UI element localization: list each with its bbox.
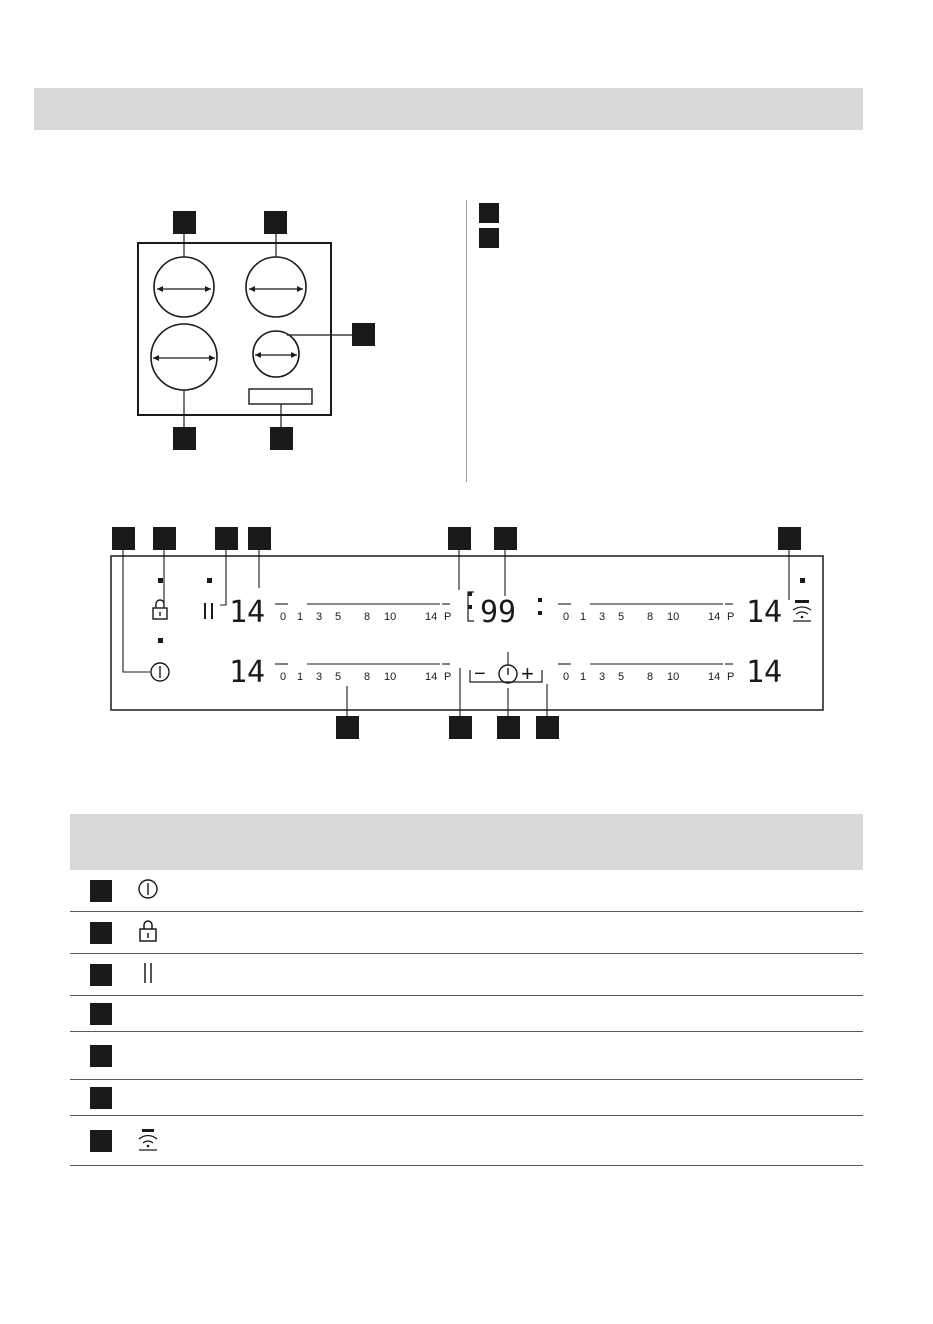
label-marker bbox=[153, 527, 176, 550]
label-marker bbox=[112, 527, 135, 550]
scale-label[interactable]: P bbox=[444, 671, 452, 683]
table-body bbox=[70, 870, 863, 1166]
table-row bbox=[70, 1032, 863, 1080]
indicator-light bbox=[158, 578, 163, 583]
hob-to-hood-icon bbox=[793, 600, 811, 621]
scale-label[interactable]: 8 bbox=[364, 671, 371, 683]
table-row bbox=[70, 996, 863, 1032]
label-marker bbox=[536, 716, 559, 739]
scale-label[interactable]: 1 bbox=[580, 611, 587, 623]
scale-label[interactable]: 14 bbox=[425, 671, 438, 683]
scale-label[interactable]: 1 bbox=[297, 671, 304, 683]
table-row bbox=[70, 870, 863, 912]
scale-label[interactable]: 14 bbox=[708, 671, 721, 683]
power-scale-bottom-left bbox=[275, 664, 451, 683]
row-number-marker bbox=[90, 964, 112, 986]
table-header bbox=[70, 814, 863, 870]
lock-icon bbox=[153, 600, 167, 619]
scale-label[interactable]: 3 bbox=[599, 611, 606, 623]
timer-display bbox=[468, 592, 542, 630]
label-marker bbox=[336, 716, 359, 739]
scale-label[interactable]: 8 bbox=[647, 611, 654, 623]
pause-icon bbox=[205, 603, 212, 619]
scale-label[interactable]: 3 bbox=[599, 671, 606, 683]
scale-label[interactable]: 10 bbox=[384, 611, 397, 623]
power-level-display-bottom-right: 14 bbox=[746, 655, 783, 690]
power-level-display-top-left: 14 bbox=[229, 595, 266, 630]
timer-value: 99 bbox=[480, 595, 517, 630]
label-marker bbox=[448, 527, 471, 550]
indicator-light bbox=[800, 578, 805, 583]
label-marker bbox=[248, 527, 271, 550]
hob-to-hood-icon bbox=[136, 1127, 160, 1151]
row-number-marker bbox=[90, 922, 112, 944]
scale-label[interactable]: 3 bbox=[316, 611, 323, 623]
power-level-display-top-right: 14 bbox=[746, 595, 783, 630]
scale-label[interactable]: 10 bbox=[384, 671, 397, 683]
table-row bbox=[70, 954, 863, 996]
scale-label[interactable]: P bbox=[727, 611, 735, 623]
scale-label[interactable]: 5 bbox=[335, 611, 342, 623]
table-row bbox=[70, 1116, 863, 1166]
scale-label[interactable]: 5 bbox=[335, 671, 342, 683]
scale-label[interactable]: P bbox=[727, 671, 735, 683]
scale-label[interactable]: 0 bbox=[280, 611, 287, 623]
table-row bbox=[70, 912, 863, 954]
scale-label[interactable]: 1 bbox=[580, 671, 587, 683]
row-number-marker bbox=[90, 880, 112, 902]
scale-label[interactable]: 14 bbox=[708, 611, 721, 623]
scale-label[interactable]: 1 bbox=[297, 611, 304, 623]
scale-label[interactable]: 10 bbox=[667, 671, 680, 683]
indicator-light bbox=[207, 578, 212, 583]
power-icon bbox=[136, 877, 160, 901]
scale-label[interactable]: 8 bbox=[364, 611, 371, 623]
power-scale-top-right bbox=[558, 604, 734, 623]
row-number-marker bbox=[90, 1045, 112, 1067]
row-number-marker bbox=[90, 1003, 112, 1025]
power-level-display-bottom-left: 14 bbox=[229, 655, 266, 690]
pause-icon bbox=[136, 961, 160, 985]
scale-label[interactable]: 10 bbox=[667, 611, 680, 623]
power-scale-top-left bbox=[275, 604, 451, 623]
power-scale-bottom-right bbox=[558, 664, 734, 683]
scale-label[interactable]: 8 bbox=[647, 671, 654, 683]
timer-control bbox=[470, 652, 542, 686]
scale-label[interactable]: P bbox=[444, 611, 452, 623]
minus-button[interactable]: − bbox=[474, 663, 486, 685]
indicator-light bbox=[158, 638, 163, 643]
label-marker bbox=[778, 527, 801, 550]
table-row bbox=[70, 1080, 863, 1116]
scale-label[interactable]: 5 bbox=[618, 611, 625, 623]
label-marker bbox=[449, 716, 472, 739]
row-number-marker bbox=[90, 1087, 112, 1109]
scale-label[interactable]: 3 bbox=[316, 671, 323, 683]
lock-icon bbox=[136, 919, 160, 943]
scale-label[interactable]: 0 bbox=[563, 671, 570, 683]
row-number-marker bbox=[90, 1130, 112, 1152]
label-marker bbox=[497, 716, 520, 739]
label-marker bbox=[494, 527, 517, 550]
timer-clock-icon bbox=[499, 652, 517, 683]
scale-label[interactable]: 0 bbox=[280, 671, 287, 683]
plus-button[interactable]: + bbox=[521, 661, 534, 686]
scale-label[interactable]: 5 bbox=[618, 671, 625, 683]
control-panel-frame bbox=[111, 556, 823, 710]
power-icon bbox=[151, 663, 169, 681]
functions-table bbox=[70, 814, 863, 1166]
scale-label[interactable]: 14 bbox=[425, 611, 438, 623]
label-marker bbox=[215, 527, 238, 550]
scale-label[interactable]: 0 bbox=[563, 611, 570, 623]
